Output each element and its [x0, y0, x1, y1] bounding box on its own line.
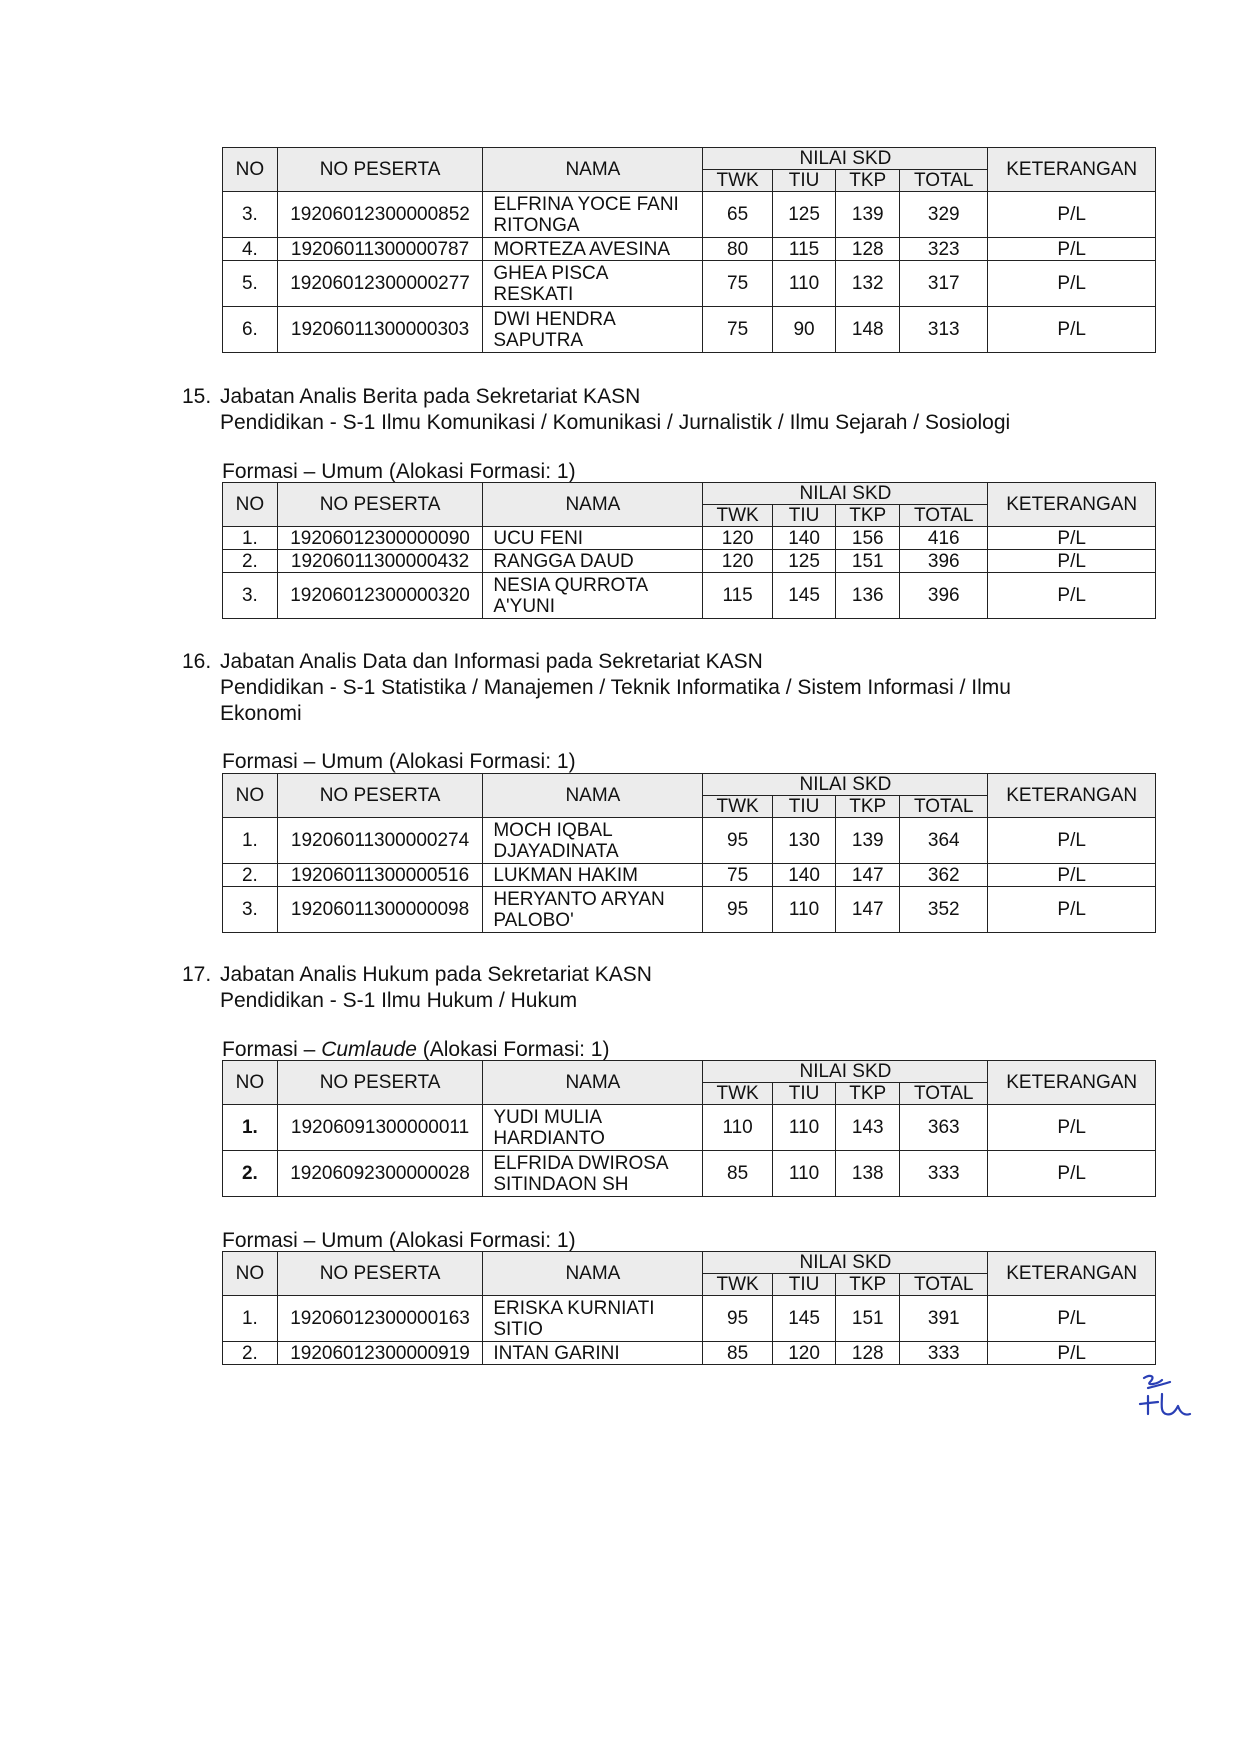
- table-sec17-cumlaude: [222, 1060, 1156, 1197]
- cell-keterangan: P/L: [988, 864, 1156, 887]
- cell-tiu: 110: [772, 1105, 836, 1151]
- cell-nama: YUDI MULIA HARDIANTO: [483, 1105, 703, 1151]
- cell-nama: INTAN GARINI: [483, 1342, 703, 1365]
- table-continued: [222, 147, 1156, 353]
- header-nama: NAMA: [483, 148, 703, 192]
- header-keterangan: KETERANGAN: [988, 483, 1156, 527]
- cell-no-peserta: 19206012300000277: [277, 261, 483, 307]
- cell-nama: RANGGA DAUD: [483, 550, 703, 573]
- cell-tkp: 138: [836, 1151, 900, 1197]
- cell-keterangan: P/L: [988, 573, 1156, 619]
- table-row: [223, 1151, 1156, 1197]
- header-keterangan: KETERANGAN: [988, 148, 1156, 192]
- cell-tkp: 139: [836, 818, 900, 864]
- cell-keterangan: P/L: [988, 887, 1156, 933]
- cell-keterangan: P/L: [988, 1296, 1156, 1342]
- header-no: NO: [223, 483, 278, 527]
- cell-tiu: 115: [772, 238, 836, 261]
- cell-total: 362: [900, 864, 988, 887]
- header-nilai-skd: NILAI SKD: [703, 1061, 988, 1083]
- cell-twk: 65: [703, 192, 772, 238]
- section-position: Jabatan Analis Hukum pada Sekretariat KASN: [220, 963, 652, 986]
- cell-no: 2.: [223, 1151, 278, 1197]
- cell-tiu: 110: [772, 261, 836, 307]
- table-row: [223, 527, 1156, 550]
- cell-total: 333: [900, 1342, 988, 1365]
- table-row: [223, 864, 1156, 887]
- cell-no-peserta: 19206011300000098: [277, 887, 483, 933]
- cell-keterangan: P/L: [988, 1105, 1156, 1151]
- cell-total: 333: [900, 1151, 988, 1197]
- cell-total: 352: [900, 887, 988, 933]
- header-twk: TWK: [703, 796, 772, 818]
- cell-twk: 95: [703, 1296, 772, 1342]
- table-row: [223, 550, 1156, 573]
- header-total: TOTAL: [900, 1274, 988, 1296]
- table-row: [223, 573, 1156, 619]
- cell-no-peserta: 19206092300000028: [277, 1151, 483, 1197]
- section-position: Jabatan Analis Data dan Informasi pada Sekretariat KASN: [220, 650, 763, 673]
- cell-tiu: 110: [772, 887, 836, 933]
- cell-tkp: 148: [836, 307, 900, 353]
- table-sec15: [222, 482, 1156, 619]
- cell-twk: 75: [703, 261, 772, 307]
- header-no-peserta: NO PESERTA: [277, 774, 483, 818]
- cell-nama: ELFRINA YOCE FANI RITONGA: [483, 192, 703, 238]
- cell-keterangan: P/L: [988, 261, 1156, 307]
- table-row: [223, 192, 1156, 238]
- header-keterangan: KETERANGAN: [988, 774, 1156, 818]
- cell-tkp: 147: [836, 864, 900, 887]
- cell-total: 364: [900, 818, 988, 864]
- cell-tiu: 120: [772, 1342, 836, 1365]
- cell-twk: 80: [703, 238, 772, 261]
- cell-twk: 110: [703, 1105, 772, 1151]
- cell-twk: 85: [703, 1151, 772, 1197]
- header-nilai-skd: NILAI SKD: [703, 483, 988, 505]
- cell-twk: 120: [703, 527, 772, 550]
- formasi-label-umum: Formasi – Umum (Alokasi Formasi: 1): [222, 1229, 576, 1252]
- cell-tiu: 130: [772, 818, 836, 864]
- cell-tkp: 139: [836, 192, 900, 238]
- header-twk: TWK: [703, 170, 772, 192]
- cell-nama: DWI HENDRA SAPUTRA: [483, 307, 703, 353]
- cell-tkp: 128: [836, 238, 900, 261]
- header-nilai-skd: NILAI SKD: [703, 148, 988, 170]
- cell-tiu: 110: [772, 1151, 836, 1197]
- cell-tkp: 151: [836, 1296, 900, 1342]
- cell-nama: GHEA PISCA RESKATI: [483, 261, 703, 307]
- cell-keterangan: P/L: [988, 307, 1156, 353]
- cell-no: 1.: [223, 1296, 278, 1342]
- cell-total: 313: [900, 307, 988, 353]
- header-keterangan: KETERANGAN: [988, 1061, 1156, 1105]
- cell-no: 3.: [223, 192, 278, 238]
- table-row: [223, 887, 1156, 933]
- cell-twk: 115: [703, 573, 772, 619]
- table-row: [223, 1296, 1156, 1342]
- section-number: 17.: [182, 963, 212, 986]
- cell-twk: 95: [703, 818, 772, 864]
- cell-nama: UCU FENI: [483, 527, 703, 550]
- cell-total: 396: [900, 573, 988, 619]
- cell-tiu: 145: [772, 573, 836, 619]
- table-row: [223, 261, 1156, 307]
- header-nilai-skd: NILAI SKD: [703, 774, 988, 796]
- table-row: [223, 818, 1156, 864]
- cell-nama: MOCH IQBAL DJAYADINATA: [483, 818, 703, 864]
- cell-nama: ELFRIDA DWIROSA SITINDAON SH: [483, 1151, 703, 1197]
- table-row: [223, 1342, 1156, 1365]
- table-sec16: [222, 773, 1156, 933]
- cell-keterangan: P/L: [988, 192, 1156, 238]
- cell-tkp: 147: [836, 887, 900, 933]
- cell-twk: 95: [703, 887, 772, 933]
- cell-tiu: 140: [772, 864, 836, 887]
- cell-no-peserta: 19206011300000432: [277, 550, 483, 573]
- cell-no: 2.: [223, 864, 278, 887]
- cell-tiu: 145: [772, 1296, 836, 1342]
- table-row: [223, 1105, 1156, 1151]
- cell-no-peserta: 19206012300000163: [277, 1296, 483, 1342]
- section-education: Pendidikan - S-1 Statistika / Manajemen / Teknik Informatika / Sistem Informasi / Ilmu: [220, 676, 1011, 699]
- cell-twk: 75: [703, 307, 772, 353]
- cell-total: 317: [900, 261, 988, 307]
- cell-total: 323: [900, 238, 988, 261]
- header-nama: NAMA: [483, 1252, 703, 1296]
- header-tiu: TIU: [772, 1274, 836, 1296]
- section-education: Pendidikan - S-1 Ilmu Komunikasi / Komunikasi / Jurnalistik / Ilmu Sejarah / Sosiologi: [220, 411, 1011, 434]
- cell-nama: MORTEZA AVESINA: [483, 238, 703, 261]
- cell-total: 391: [900, 1296, 988, 1342]
- header-tkp: TKP: [836, 505, 900, 527]
- header-no: NO: [223, 1252, 278, 1296]
- cell-tkp: 132: [836, 261, 900, 307]
- header-no-peserta: NO PESERTA: [277, 1252, 483, 1296]
- formasi-label: Formasi – Umum (Alokasi Formasi: 1): [222, 460, 576, 483]
- cell-nama: HERYANTO ARYAN PALOBO': [483, 887, 703, 933]
- cell-total: 396: [900, 550, 988, 573]
- cell-keterangan: P/L: [988, 1151, 1156, 1197]
- section-position: Jabatan Analis Berita pada Sekretariat KASN: [220, 385, 641, 408]
- header-tiu: TIU: [772, 170, 836, 192]
- header-total: TOTAL: [900, 170, 988, 192]
- cell-no: 3.: [223, 573, 278, 619]
- cell-no-peserta: 19206012300000090: [277, 527, 483, 550]
- table-row: [223, 238, 1156, 261]
- cell-tkp: 156: [836, 527, 900, 550]
- cell-twk: 85: [703, 1342, 772, 1365]
- header-tkp: TKP: [836, 170, 900, 192]
- cell-keterangan: P/L: [988, 1342, 1156, 1365]
- formasi-label-cumlaude: Formasi – Cumlaude (Alokasi Formasi: 1): [222, 1038, 610, 1061]
- header-total: TOTAL: [900, 505, 988, 527]
- table-sec17-umum: [222, 1251, 1156, 1365]
- header-nilai-skd: NILAI SKD: [703, 1252, 988, 1274]
- cell-no: 5.: [223, 261, 278, 307]
- header-total: TOTAL: [900, 796, 988, 818]
- cell-nama: NESIA QURROTA A'YUNI: [483, 573, 703, 619]
- cell-no-peserta: 19206012300000919: [277, 1342, 483, 1365]
- section-education-cont: Ekonomi: [220, 702, 302, 725]
- header-nama: NAMA: [483, 483, 703, 527]
- header-tkp: TKP: [836, 1083, 900, 1105]
- header-twk: TWK: [703, 1083, 772, 1105]
- section-number: 16.: [182, 650, 212, 673]
- header-tkp: TKP: [836, 1274, 900, 1296]
- cell-no: 3.: [223, 887, 278, 933]
- cell-no: 1.: [223, 818, 278, 864]
- header-tiu: TIU: [772, 505, 836, 527]
- header-nama: NAMA: [483, 774, 703, 818]
- cell-no: 1.: [223, 1105, 278, 1151]
- formasi-label: Formasi – Umum (Alokasi Formasi: 1): [222, 750, 576, 773]
- cell-no-peserta: 19206011300000516: [277, 864, 483, 887]
- cell-keterangan: P/L: [988, 238, 1156, 261]
- header-total: TOTAL: [900, 1083, 988, 1105]
- cell-no: 4.: [223, 238, 278, 261]
- cell-keterangan: P/L: [988, 550, 1156, 573]
- header-tiu: TIU: [772, 796, 836, 818]
- cell-no: 6.: [223, 307, 278, 353]
- header-no: NO: [223, 774, 278, 818]
- header-nama: NAMA: [483, 1061, 703, 1105]
- header-no: NO: [223, 148, 278, 192]
- header-tkp: TKP: [836, 796, 900, 818]
- cell-no-peserta: 19206011300000274: [277, 818, 483, 864]
- header-tiu: TIU: [772, 1083, 836, 1105]
- header-no-peserta: NO PESERTA: [277, 148, 483, 192]
- header-keterangan: KETERANGAN: [988, 1252, 1156, 1296]
- header-no-peserta: NO PESERTA: [277, 1061, 483, 1105]
- cell-tkp: 136: [836, 573, 900, 619]
- cell-tkp: 151: [836, 550, 900, 573]
- cell-keterangan: P/L: [988, 818, 1156, 864]
- cell-nama: LUKMAN HAKIM: [483, 864, 703, 887]
- cell-no: 1.: [223, 527, 278, 550]
- cell-no-peserta: 19206011300000303: [277, 307, 483, 353]
- table-row: [223, 307, 1156, 353]
- cell-tkp: 143: [836, 1105, 900, 1151]
- cell-no: 2.: [223, 1342, 278, 1365]
- cell-twk: 120: [703, 550, 772, 573]
- cell-tkp: 128: [836, 1342, 900, 1365]
- cell-twk: 75: [703, 864, 772, 887]
- section-number: 15.: [182, 385, 212, 408]
- cell-no-peserta: 19206091300000011: [277, 1105, 483, 1151]
- handwritten-initials: [1128, 1370, 1208, 1430]
- cell-tiu: 90: [772, 307, 836, 353]
- header-no: NO: [223, 1061, 278, 1105]
- cell-keterangan: P/L: [988, 527, 1156, 550]
- cell-tiu: 140: [772, 527, 836, 550]
- cell-total: 329: [900, 192, 988, 238]
- section-education: Pendidikan - S-1 Ilmu Hukum / Hukum: [220, 989, 578, 1012]
- cell-no-peserta: 19206011300000787: [277, 238, 483, 261]
- header-no-peserta: NO PESERTA: [277, 483, 483, 527]
- cell-tiu: 125: [772, 550, 836, 573]
- cell-nama: ERISKA KURNIATI SITIO: [483, 1296, 703, 1342]
- cell-no: 2.: [223, 550, 278, 573]
- cell-total: 416: [900, 527, 988, 550]
- cell-total: 363: [900, 1105, 988, 1151]
- cell-no-peserta: 19206012300000320: [277, 573, 483, 619]
- header-twk: TWK: [703, 505, 772, 527]
- cell-no-peserta: 19206012300000852: [277, 192, 483, 238]
- header-twk: TWK: [703, 1274, 772, 1296]
- cell-tiu: 125: [772, 192, 836, 238]
